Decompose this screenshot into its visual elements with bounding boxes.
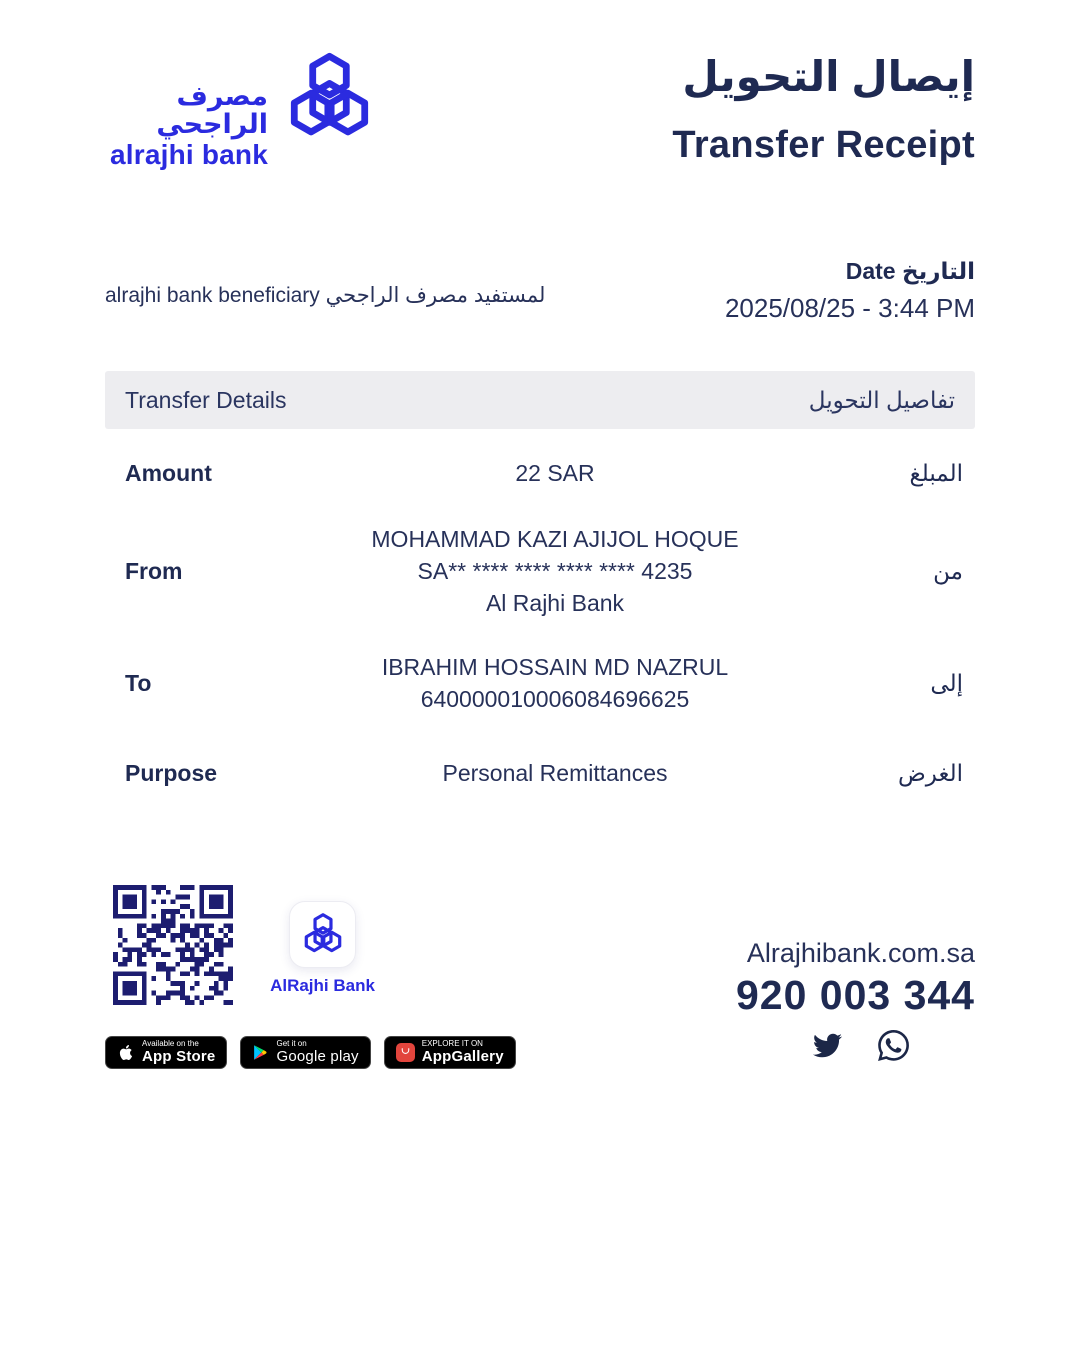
row-value [300, 651, 810, 715]
page-title-arabic: إيصال التحويل [682, 53, 975, 100]
row-label: Amount [125, 459, 212, 486]
website-text: Alrajhibank.com.sa [746, 938, 975, 968]
qr-code [113, 885, 233, 1005]
badge-top-text: EXPLORE IT ON [421, 1039, 483, 1049]
table-row-to [105, 635, 975, 731]
row-label-arabic: إلى [930, 669, 963, 696]
alrajhi-logo-icon [281, 46, 378, 157]
brand-name-arabic: مصرف الراجحي [156, 81, 268, 140]
row-label: From [125, 557, 183, 584]
badge-top-text: Available on the [142, 1039, 199, 1049]
alrajhi-logo-icon [300, 911, 346, 959]
app-store-badge[interactable] [105, 1036, 227, 1069]
beneficiary-note-arabic: لمستفيد مصرف الراجحي [325, 284, 546, 307]
row-label-arabic: المبلغ [909, 459, 963, 486]
beneficiary-note [105, 283, 545, 308]
row-label: Purpose [125, 759, 218, 786]
section-title-arabic: تفاصيل التحويل [808, 386, 955, 413]
badge-bottom-text: AppGallery [421, 1047, 504, 1065]
row-value [300, 757, 810, 789]
apple-icon [117, 1042, 135, 1063]
table-row-purpose [105, 731, 975, 815]
transfer-details-table [105, 429, 975, 815]
sender-bank: Al Rajhi Bank [485, 590, 625, 616]
row-value [300, 457, 810, 489]
date-label-english: Date [845, 258, 896, 284]
recipient-account: 640000010006084696625 [420, 686, 690, 712]
transfer-details-header [105, 371, 975, 429]
whatsapp-icon[interactable] [878, 1030, 909, 1061]
date-label-arabic: التاريخ [902, 258, 975, 284]
table-row-from [105, 507, 975, 635]
table-row-amount [105, 429, 975, 507]
beneficiary-note-english: alrajhi bank beneficiary [105, 284, 320, 307]
google-play-icon [252, 1043, 269, 1062]
brand-wordmark [100, 82, 268, 171]
appgallery-badge[interactable] [384, 1036, 516, 1069]
recipient-name: IBRAHIM HOSSAIN MD NAZRUL [381, 654, 729, 680]
badge-bottom-text: Google play [276, 1047, 359, 1065]
page-title [672, 52, 975, 167]
brand-name-english: alrajhi bank [109, 138, 268, 170]
date-block [725, 258, 975, 324]
section-title-english: Transfer Details [125, 386, 287, 413]
badge-bottom-text: App Store [142, 1047, 216, 1065]
row-value [300, 523, 810, 619]
row-label-arabic: الغرض [898, 759, 963, 786]
app-icon [289, 901, 356, 968]
amount-value: 22 SAR [515, 460, 595, 486]
page-title-english: Transfer Receipt [672, 124, 975, 167]
purpose-value: Personal Remittances [442, 760, 668, 786]
social-icons [810, 1030, 909, 1061]
sender-name: MOHAMMAD KAZI AJIJOL HOQUE [371, 526, 739, 552]
badge-top-text: Get it on [276, 1039, 307, 1049]
twitter-icon[interactable] [810, 1031, 845, 1060]
google-play-badge[interactable] [240, 1036, 370, 1069]
date-value: 2025/08/25 - 3:44 PM [724, 293, 975, 323]
sender-account-masked: SA** **** **** **** **** 4235 [417, 558, 693, 584]
phone-number: 920 003 344 [735, 972, 975, 1018]
row-label-arabic: من [933, 557, 963, 584]
app-name-label: AlRajhi Bank [270, 976, 375, 995]
appgallery-icon [396, 1043, 415, 1062]
store-badges [105, 1036, 516, 1069]
row-label: To [125, 669, 152, 696]
